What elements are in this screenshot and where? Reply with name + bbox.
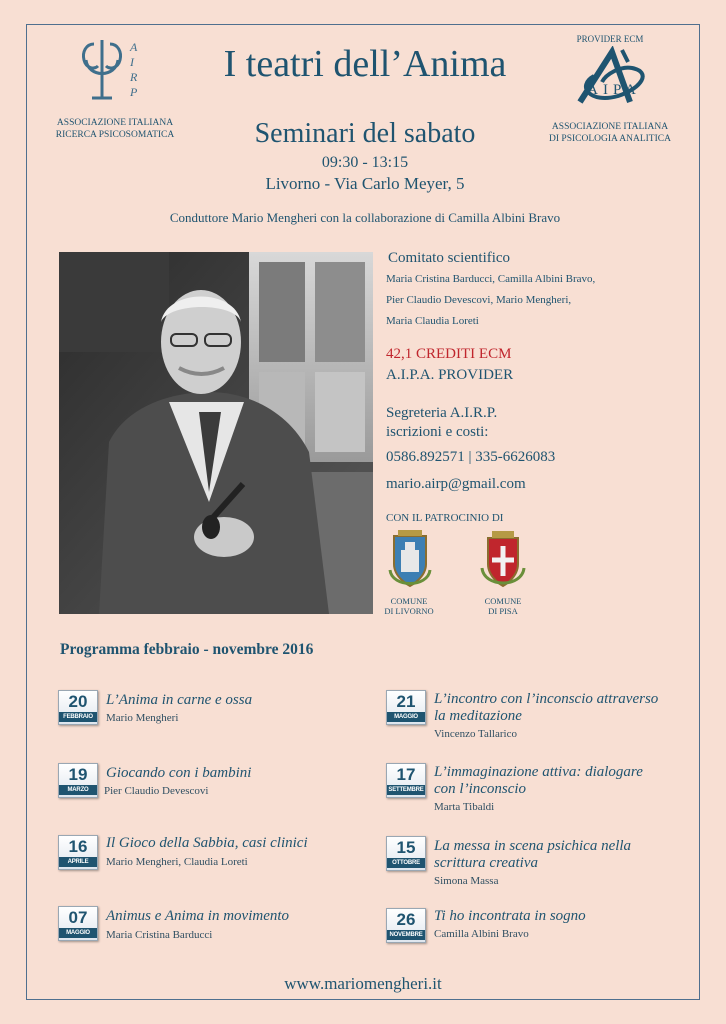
event-title: L’immaginazione attiva: dialogare con l’inconscio [434, 764, 643, 797]
airp-logo [72, 34, 152, 110]
event-title: Il Gioco della Sabbia, casi clinici [106, 835, 308, 851]
provider-ecm-label: PROVIDER ECM [576, 34, 644, 44]
event-speaker: Maria Cristina Barducci [106, 929, 213, 941]
event-item [386, 763, 686, 819]
livorno-crest [388, 530, 432, 594]
conductor: Conduttore Mario Mengheri con la collaborazione di Camilla Albini Bravo [169, 210, 561, 225]
event-speaker: Pier Claudio Devescovi [104, 785, 209, 797]
event-title: Animus e Anima in movimento [106, 908, 290, 924]
event-item [58, 906, 358, 956]
patronage-heading: CON IL PATROCINIO DI [386, 512, 504, 524]
date-badge: 26 NOVEMBRE [386, 908, 426, 943]
date-badge: 17 SETTEMBRE [386, 763, 426, 798]
committee-line-1: Maria Cristina Barducci, Camilla Albini Bravo, [386, 273, 596, 285]
event-item [58, 835, 358, 885]
airp-letters: AIRP [130, 40, 140, 99]
event-title: L’Anima in carne e ossa [106, 692, 253, 708]
event-title: Ti ho incontrata in sogno [434, 908, 586, 924]
secretary-line-1: Segreteria A.I.R.P. [386, 405, 498, 421]
committee-line-2: Pier Claudio Devescovi, Mario Mengheri, [386, 294, 572, 306]
page-title: I teatri dell’Anima [223, 43, 507, 85]
website-link[interactable]: www.mariomengheri.it [284, 974, 442, 993]
date-badge: 16 APRILE [58, 835, 98, 870]
subtitle: Seminari del sabato [254, 118, 476, 149]
date-badge: 19 MARZO [58, 763, 98, 798]
event-item [386, 836, 686, 892]
event-item [58, 763, 358, 813]
event-item [58, 690, 358, 740]
event-speaker: Camilla Albini Bravo [434, 928, 529, 940]
event-item [386, 908, 686, 958]
aipa-logo [572, 46, 656, 114]
event-speaker: Mario Mengheri [106, 712, 179, 724]
event-speaker: Mario Mengheri, Claudia Loreti [106, 856, 248, 868]
date-badge: 15 OTTOBRE [386, 836, 426, 871]
livorno-caption: COMUNE DI LIVORNO [384, 596, 434, 616]
event-title: L’incontro con l’inconscio attraverso la meditazione [434, 691, 659, 724]
ecm-credits: 42,1 CREDITI ECM [386, 346, 512, 362]
event-speaker: Simona Massa [434, 875, 499, 887]
event-item [386, 690, 686, 746]
secretary-line-2: iscrizioni e costi: [386, 424, 489, 440]
pisa-crest [480, 530, 526, 594]
airp-caption: ASSOCIAZIONE ITALIANA RICERCA PSICOSOMATICA [55, 118, 175, 140]
event-title: Giocando con i bambini [106, 765, 252, 781]
portrait-photo [59, 252, 373, 614]
event-speaker: Vincenzo Tallarico [434, 728, 517, 740]
event-title: La messa in scena psichica nella scrittura creativa [434, 838, 632, 871]
aipa-provider: A.I.P.A. PROVIDER [386, 367, 514, 383]
aipa-caption: ASSOCIAZIONE ITALIANA DI PSICOLOGIA ANALITICA [549, 122, 671, 144]
committee-heading: Comitato scientifico [388, 250, 511, 266]
date-badge: 07 MAGGIO [58, 906, 98, 941]
pisa-caption: COMUNE DI PISA [484, 596, 522, 616]
email[interactable]: mario.airp@gmail.com [386, 476, 526, 492]
committee-line-3: Maria Claudia Loreti [386, 315, 479, 327]
location: Livorno - Via Carlo Meyer, 5 [265, 174, 465, 193]
aipa-letters: AIPA [587, 82, 641, 98]
time: 09:30 - 13:15 [321, 154, 409, 171]
program-heading: Programma febbraio - novembre 2016 [60, 641, 314, 658]
date-badge: 20 FEBBRAIO [58, 690, 98, 725]
event-speaker: Marta Tibaldi [434, 801, 495, 813]
date-badge: 21 MAGGIO [386, 690, 426, 725]
phone: 0586.892571 | 335-6626083 [386, 449, 556, 465]
